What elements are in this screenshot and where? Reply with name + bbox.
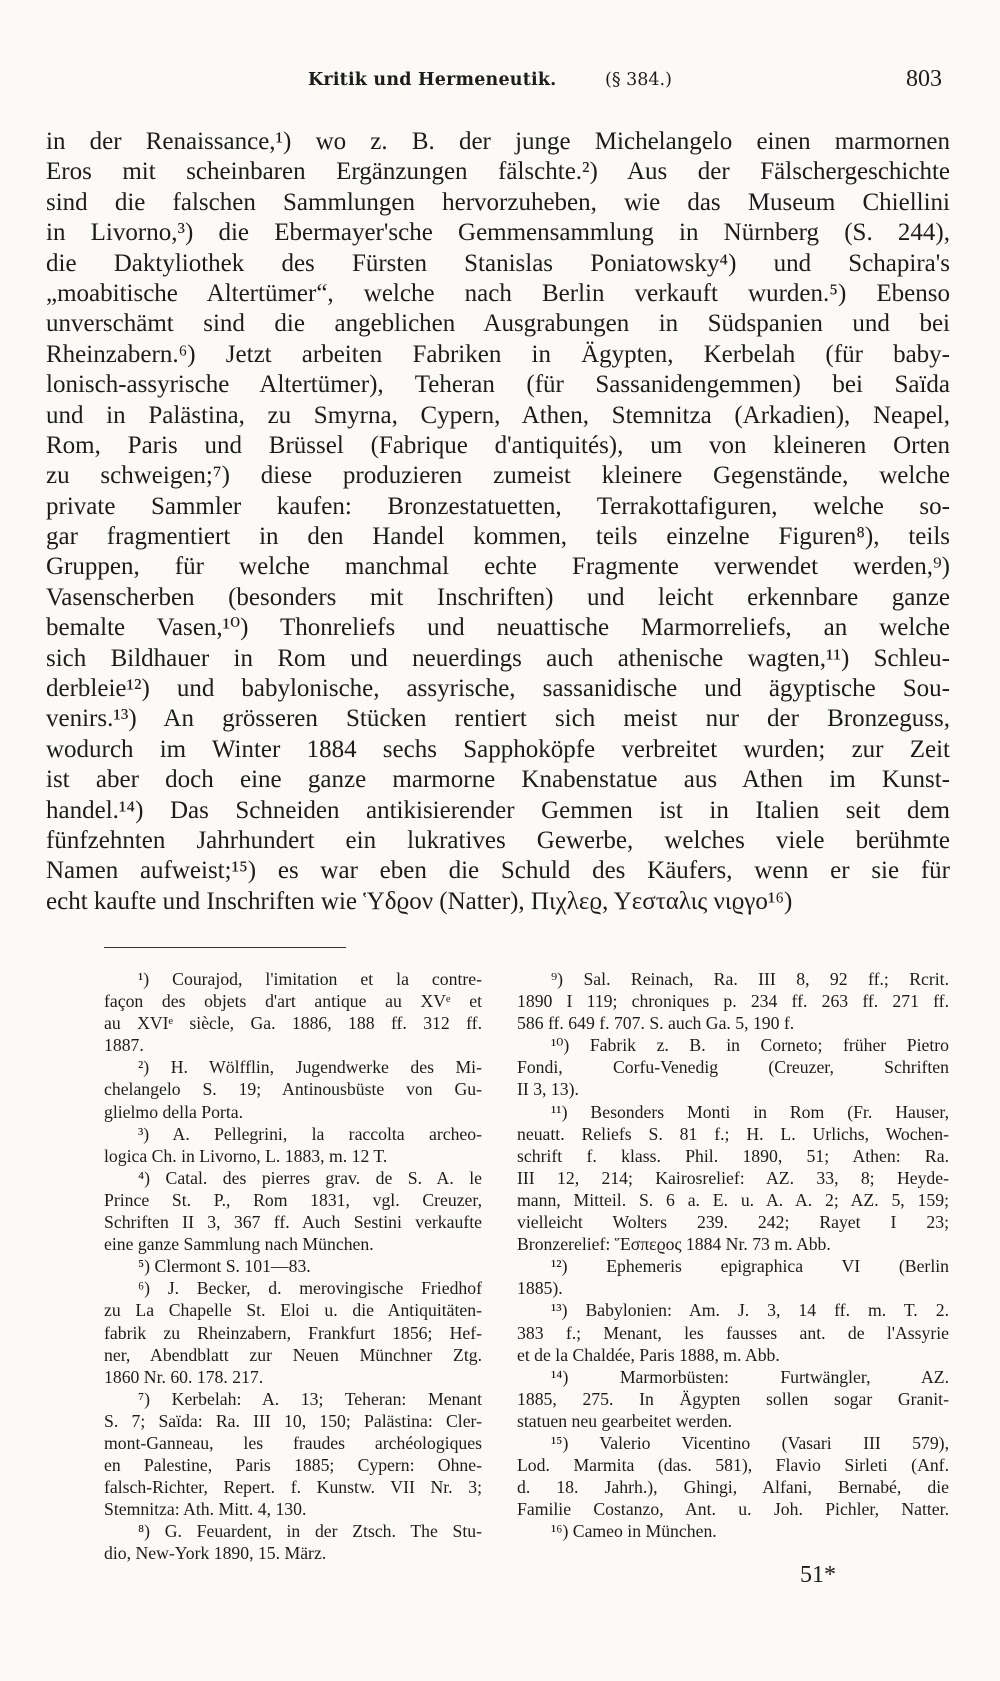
footnote-line: dio, New-York 1890, 15. März. <box>104 1543 327 1564</box>
page-number: 803 <box>906 66 942 92</box>
footnote-line: ¹⁰) Fabrik z. B. in Corneto; früher Pietro <box>551 1035 949 1056</box>
text-line: „moabitische Altertümer“, welche nach Berlin verkauft wurden.⁵) Ebenso <box>46 279 950 307</box>
text-line: und in Palästina, zu Smyrna, Cypern, Athen, Stemnitza (Arkadien), Neapel, <box>46 401 950 429</box>
footnote-line: ner, Abendblatt zur Neuen Münchner Ztg. <box>104 1344 482 1365</box>
footnote-line: ⁶) J. Becker, d. merovingische Friedhof <box>138 1278 482 1299</box>
footnote-line: façon des objets d'art antique au XVᵉ et <box>104 991 482 1012</box>
footnote-line: 586 ff. 649 f. 707. S. auch Ga. 5, 190 f. <box>517 1013 795 1034</box>
footnotes-left-column <box>104 968 482 1565</box>
text-line: in der Renaissance,¹) wo z. B. der junge Michelangelo einen marmornen <box>46 128 950 155</box>
footnote-line: schrift f. klass. Phil. 1890, 51; Athen: Ra. <box>517 1145 949 1166</box>
footnote-line: 1860 Nr. 60. 178. 217. <box>104 1366 264 1387</box>
text-line: Eros mit scheinbaren Ergänzungen fälschte.²) Aus der Fälschergeschichte <box>46 158 950 186</box>
footnote-line: chelangelo S. 19; Antinousbüste von Gu- <box>104 1079 482 1100</box>
footnote-line: ²) H. Wölfflin, Jugendwerke des Mi- <box>138 1057 482 1078</box>
footnote-line: S. 7; Saïda: Ra. III 10, 150; Palästina: Cler- <box>104 1410 482 1431</box>
text-line: die Daktyliothek des Fürsten Stanislas Poniatowsky⁴) und Schapira's <box>46 249 950 277</box>
footnote-rule <box>104 947 346 948</box>
footnote-line: 1890 I 119; chroniques p. 234 ff. 263 ff. 271 ff. <box>517 991 949 1012</box>
footnote-line: vielleicht Wolters 239. 242; Rayet I 23; <box>517 1212 949 1233</box>
text-line: handel.¹⁴) Das Schneiden antikisierender Gemmen ist in Italien seit dem <box>46 796 950 824</box>
text-line: sind die falschen Sammlungen hervorzuheben, wie das Museum Chiellini <box>46 188 950 216</box>
footnote-line: Schriften II 3, 367 ff. Auch Sestini verkaufte <box>104 1212 482 1233</box>
signature-mark: 51* <box>800 1562 836 1588</box>
text-line: derbleie¹²) und babylonische, assyrische, sassanidische und ägyptische Sou- <box>46 675 950 703</box>
footnote-line: Stemnitza: Ath. Mitt. 4, 130. <box>104 1499 307 1520</box>
text-line: Vasenscherben (besonders mit Inschriften) und leicht erkennbare ganze <box>46 583 950 611</box>
running-head <box>50 66 942 96</box>
footnote-line: zu La Chapelle St. Eloi u. die Antiquitäten- <box>104 1300 482 1321</box>
footnote-line: neuatt. Reliefs S. 81 f.; H. L. Urlichs, Wochen- <box>517 1123 949 1144</box>
text-line: Rom, Paris und Brüssel (Fabrique d'antiquités), um von kleineren Orten <box>46 431 950 459</box>
text-line: lonisch-assyrische Altertümer), Teheran (für Sassanidengemmen) bei Saïda <box>46 371 950 399</box>
text-line: Rheinzabern.⁶) Jetzt arbeiten Fabriken in Ägypten, Kerbelah (für baby- <box>46 340 950 368</box>
footnotes-right-column <box>517 968 949 1542</box>
text-line: in Livorno,³) die Ebermayer'sche Gemmensammlung in Nürnberg (S. 244), <box>46 219 950 247</box>
footnote-line: ¹⁴) Marmorbüsten: Furtwängler, AZ. <box>551 1366 949 1387</box>
text-line: echt kaufte und Inschriften wie Ὑδϱον (Natter), Πιχλεϱ, Υεσταλις νιϱγο¹⁶) <box>46 887 793 915</box>
footnote-line: ⁸) G. Feuardent, in der Ztsch. The Stu- <box>138 1521 482 1542</box>
footnote-line: et de la Chaldée, Paris 1888, m. Abb. <box>517 1344 780 1365</box>
text-line: sich Bildhauer in Rom und neuerdings auch athenische wagten,¹¹) Schleu- <box>46 644 950 672</box>
footnote-line: eine ganze Sammlung nach München. <box>104 1234 374 1255</box>
footnote-line: 1887. <box>104 1035 144 1056</box>
footnote-line: 1885). <box>517 1278 563 1299</box>
text-line: bemalte Vasen,¹⁰) Thonreliefs und neuattische Marmorreliefs, an welche <box>46 614 950 642</box>
footnote-line: logica Ch. in Livorno, L. 1883, m. 12 T. <box>104 1145 388 1166</box>
footnote-line: III 12, 214; Kairosrelief: AZ. 33, 8; Heyde- <box>517 1167 949 1188</box>
footnote-line: Familie Costanzo, Ant. u. Joh. Pichler, Natter. <box>517 1499 949 1520</box>
text-line: gar fragmentiert in den Handel kommen, teils einzelne Figuren⁸), teils <box>46 523 950 551</box>
footnote-line: 1885, 275. In Ägypten sollen sogar Granit- <box>517 1388 949 1409</box>
footnote-line: ¹³) Babylonien: Am. J. 3, 14 ff. m. T. 2. <box>551 1300 949 1321</box>
footnote-line: 383 f.; Menant, les fausses ant. de l'Assyrie <box>517 1322 949 1343</box>
text-line: unverschämt sind die angeblichen Ausgrabungen in Südspanien und bei <box>46 310 950 338</box>
footnote-line: Bronzerelief: Ἕσπεϱος 1884 Nr. 73 m. Abb. <box>517 1234 831 1255</box>
text-line: private Sammler kaufen: Bronzestatuetten, Terrakottafiguren, welche so- <box>46 492 950 520</box>
footnote-line: ³) A. Pellegrini, la raccolta archeo- <box>138 1123 482 1144</box>
text-line: ist aber doch eine ganze marmorne Knabenstatue aus Athen im Kunst- <box>46 766 950 794</box>
footnote-line: falsch-Richter, Repert. f. Kunstw. VII Nr. 3; <box>104 1477 482 1498</box>
text-line: Namen aufweist;¹⁵) es war eben die Schuld des Käufers, wenn er sie für <box>46 857 950 885</box>
footnote-line: II 3, 13). <box>517 1079 579 1100</box>
footnote-line: mann, Mitteil. S. 6 a. E. u. A. A. 2; AZ. 5, 159; <box>517 1189 949 1210</box>
footnote-line: mont-Ganneau, les fraudes archéologiques <box>104 1432 482 1453</box>
text-line: Gruppen, für welche manchmal echte Fragmente verwendet werden,⁹) <box>46 553 950 581</box>
text-line: venirs.¹³) An grösseren Stücken rentiert sich meist nur der Bronzeguss, <box>46 705 950 733</box>
footnote-line: ¹⁵) Valerio Vicentino (Vasari III 579), <box>551 1432 949 1453</box>
body-text <box>46 127 950 917</box>
footnote-line: glielmo della Porta. <box>104 1101 244 1122</box>
text-line: wodurch im Winter 1884 sechs Sapphoköpfe verbreitet wurden; zur Zeit <box>46 735 950 763</box>
text-line: zu schweigen;⁷) diese produzieren zumeist kleinere Gegenstände, welche <box>46 462 950 490</box>
footnote-line: Prince St. P., Rom 1831, vgl. Creuzer, <box>104 1189 482 1210</box>
footnote-line: ⁷) Kerbelah: A. 13; Teheran: Menant <box>138 1388 482 1409</box>
footnote-line: ¹⁶) Cameo in München. <box>551 1521 717 1542</box>
section-reference: (§ 384.) <box>605 70 672 90</box>
footnote-line: ¹¹) Besonders Monti in Rom (Fr. Hauser, <box>551 1101 949 1122</box>
footnote-line: ¹) Courajod, l'imitation et la contre- <box>138 969 482 989</box>
footnote-line: Fondi, Corfu-Venedig (Creuzer, Schriften <box>517 1057 949 1078</box>
footnote-line: ⁴) Catal. des pierres grav. de S. A. le <box>138 1167 482 1188</box>
footnote-line: fabrik zu Rheinzabern, Frankfurt 1856; Hef- <box>104 1322 482 1343</box>
running-title: Kritik und Hermeneutik. <box>308 70 557 90</box>
footnote-line: ⁵) Clermont S. 101—83. <box>138 1256 311 1277</box>
footnote-line: d. 18. Jahrh.), Ghingi, Alfani, Bernabé, die <box>517 1477 949 1498</box>
footnote-line: Lod. Marmita (das. 581), Flavio Sirleti (Anf. <box>517 1455 949 1476</box>
footnote-line: statuen neu gearbeitet werden. <box>517 1410 733 1431</box>
footnote-line: ¹²) Ephemeris epigraphica VI (Berlin <box>551 1256 949 1277</box>
footnote-line: au XVIᵉ siècle, Ga. 1886, 188 ff. 312 ff. <box>104 1013 482 1034</box>
text-line: fünfzehnten Jahrhundert ein lukratives Gewerbe, welches viele berühmte <box>46 826 950 854</box>
footnote-line: ⁹) Sal. Reinach, Ra. III 8, 92 ff.; Rcrit. <box>551 969 949 989</box>
footnote-line: en Palestine, Paris 1885; Cypern: Ohne- <box>104 1455 482 1476</box>
